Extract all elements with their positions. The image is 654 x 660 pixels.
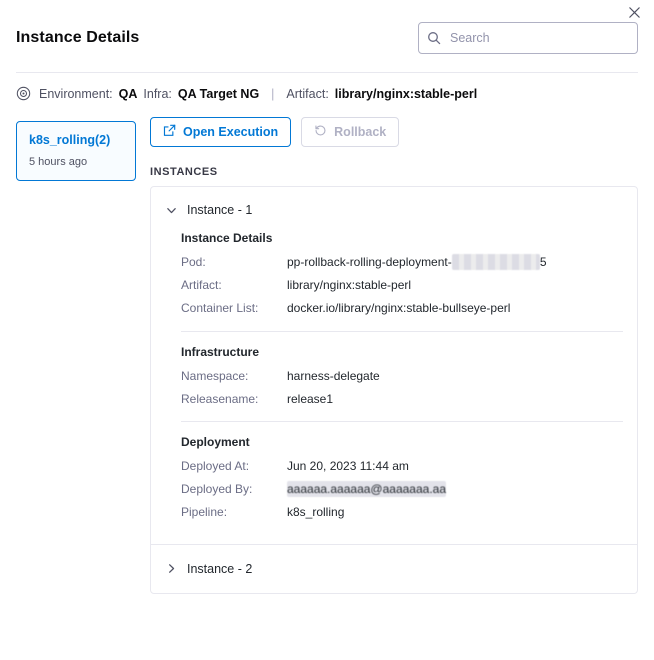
- row-key: Deployed By:: [181, 482, 253, 497]
- infra-value: QA Target NG: [177, 86, 260, 101]
- row-value-redacted: aaaaaa.aaaaaa@aaaaaaa.aa: [287, 482, 446, 497]
- panel-header: [0, 0, 654, 54]
- execution-detail-column: [150, 117, 638, 594]
- close-icon[interactable]: [622, 0, 646, 24]
- instance-2-header[interactable]: [151, 545, 637, 593]
- group-infrastructure: [181, 345, 623, 407]
- group-title: Instance Details: [181, 231, 273, 245]
- row-key: Deployed At:: [181, 458, 250, 473]
- group-title: Infrastructure: [181, 344, 260, 359]
- execution-list: [16, 117, 136, 181]
- rollback-button[interactable]: [301, 117, 399, 147]
- row-value: docker.io/library/nginx:stable-bullseye-perl: [287, 301, 511, 316]
- row-key: Namespace:: [181, 368, 249, 383]
- action-buttons: [150, 117, 638, 147]
- execution-name: k8s_rolling(2): [29, 133, 111, 147]
- group-divider: [181, 421, 623, 422]
- row-value: k8s_rolling: [287, 505, 345, 520]
- rollback-label: Rollback: [334, 125, 387, 139]
- row-value: harness-delegate: [287, 368, 380, 383]
- instance-1-title: Instance - 1: [187, 203, 253, 217]
- execution-time: 5 hours ago: [29, 156, 88, 168]
- redacted-pod-suffix: [452, 254, 540, 270]
- search-icon: [427, 31, 441, 45]
- page-title: Instance Details: [16, 29, 140, 46]
- search-input-wrapper[interactable]: [418, 22, 638, 54]
- instances-section-label: INSTANCES: [150, 166, 218, 178]
- context-bar: [0, 73, 654, 101]
- target-icon: [16, 86, 31, 101]
- chevron-right-icon[interactable]: [165, 563, 177, 575]
- row-value: release1: [287, 391, 334, 406]
- context-separator: |: [271, 86, 275, 101]
- instance-2-title: Instance - 2: [187, 561, 253, 576]
- instance-1-body: [151, 231, 637, 534]
- table-row: [181, 504, 623, 520]
- table-row: [181, 300, 623, 316]
- group-divider: [181, 331, 623, 332]
- row-value: library/nginx:stable-perl: [287, 278, 412, 293]
- table-row: [181, 391, 623, 407]
- group-title: Deployment: [181, 434, 250, 449]
- chevron-down-icon[interactable]: [165, 204, 177, 216]
- open-execution-label: Open Execution: [183, 125, 279, 139]
- instance-1-header[interactable]: [151, 187, 637, 229]
- execution-card-k8s-rolling[interactable]: [16, 121, 136, 181]
- table-row: [181, 458, 623, 474]
- external-link-icon: [163, 124, 176, 140]
- row-key: Pod:: [181, 255, 206, 269]
- table-row: [181, 277, 623, 293]
- group-instance-details: [181, 231, 623, 317]
- rollback-icon: [314, 124, 327, 140]
- table-row: [181, 481, 623, 497]
- infra-label: Infra:: [143, 86, 172, 101]
- row-key: Releasename:: [181, 391, 259, 406]
- row-key: Pipeline:: [181, 505, 228, 520]
- environment-label: Environment:: [39, 86, 113, 101]
- environment-value: QA: [118, 86, 138, 101]
- artifact-label: Artifact:: [286, 86, 329, 101]
- row-value: Jun 20, 2023 11:44 am: [287, 458, 409, 473]
- instance-card-1: [150, 186, 638, 594]
- artifact-value: library/nginx:stable-perl: [334, 86, 478, 101]
- row-key: Container List:: [181, 301, 259, 316]
- open-execution-button[interactable]: [150, 117, 291, 147]
- row-value: pp-rollback-rolling-deployment- 5: [287, 255, 547, 269]
- row-key: Artifact:: [181, 278, 222, 293]
- table-row: [181, 254, 623, 270]
- panel-body: [0, 101, 654, 594]
- table-row: [181, 368, 623, 384]
- search-input[interactable]: [448, 30, 629, 46]
- group-deployment: [181, 435, 623, 521]
